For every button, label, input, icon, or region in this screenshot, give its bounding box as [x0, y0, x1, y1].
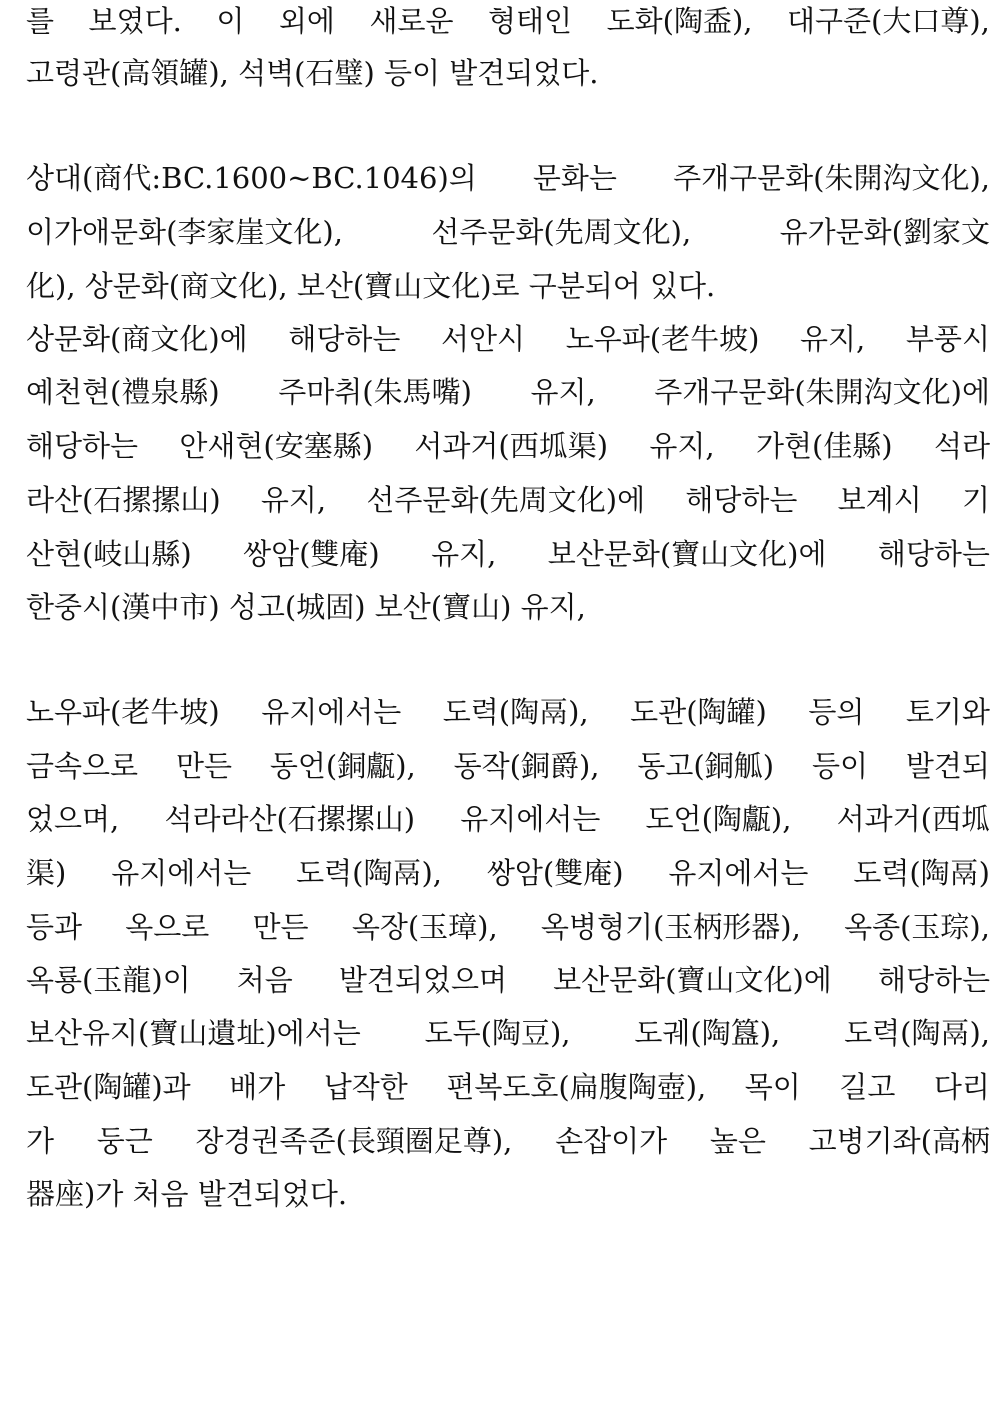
- text-line: [26, 1121, 990, 1161]
- word: 를: [26, 4, 55, 38]
- word: 기: [961, 483, 990, 517]
- word: 보산유지(寶山遺址)에서는: [26, 1016, 361, 1050]
- word: 고병기좌(高柄: [808, 1124, 990, 1158]
- word: 보였다.: [88, 4, 182, 38]
- text-line: 化), 상문화(商文化), 보산(寶山文化)로 구분되어 있다.: [26, 269, 716, 303]
- word: 외에: [278, 4, 335, 38]
- word: 동언(銅甗),: [269, 749, 416, 783]
- word: 손잡이가: [555, 1124, 668, 1158]
- word: 등과: [26, 910, 83, 944]
- word: 유지,: [431, 537, 497, 571]
- text-line: [26, 960, 990, 1000]
- word: 도화(陶盉),: [606, 4, 753, 38]
- text-line: [26, 692, 990, 732]
- word: 었으며,: [26, 802, 120, 836]
- word: 석라라산(石摞摞山): [164, 802, 416, 836]
- word: 처음: [236, 963, 293, 997]
- word: 渠): [26, 856, 67, 890]
- word: 쌍암(雙庵): [243, 537, 380, 571]
- word: 라산(石摞摞山): [26, 483, 221, 517]
- word: 옥룡(玉龍)이: [26, 963, 191, 997]
- text-line: [26, 907, 990, 947]
- word: 보계시: [837, 483, 922, 517]
- word: 해당하는: [877, 537, 990, 571]
- word: 유가문화(劉家文: [779, 215, 990, 249]
- word: 산현(岐山縣): [26, 537, 192, 571]
- word: 등이: [811, 749, 868, 783]
- word: 유지에서는: [460, 802, 601, 836]
- word: 이가애문화(李家崖文化),: [26, 215, 343, 249]
- word: 유지,: [530, 375, 596, 409]
- word: 해당하는: [685, 483, 798, 517]
- word: 대구준(大口尊),: [787, 4, 990, 38]
- word: 배가: [229, 1070, 286, 1104]
- word: 새로운: [369, 4, 454, 38]
- text-line: [26, 319, 990, 359]
- word: 보산문화(寶山文化)에: [547, 537, 827, 571]
- word: 서과거(西坬: [836, 802, 990, 836]
- word: 해당하는: [288, 322, 401, 356]
- word: 유지에서는: [261, 695, 402, 729]
- word: 옥으로: [125, 910, 210, 944]
- word: 주마취(朱馬嘴): [278, 375, 472, 409]
- text-line: [26, 746, 990, 786]
- text-line: [26, 853, 990, 893]
- word: 도력(陶鬲): [853, 856, 990, 890]
- text-line: [26, 534, 990, 574]
- word: 노우파(老牛坡): [26, 695, 220, 729]
- word: 도력(陶鬲),: [844, 1016, 990, 1050]
- word: 예천현(禮泉縣): [26, 375, 220, 409]
- word: 해당하는: [26, 429, 139, 463]
- word: 유지,: [800, 322, 866, 356]
- text-line: 한중시(漢中市) 성고(城固) 보산(寶山) 유지,: [26, 590, 586, 624]
- text-line: [26, 212, 990, 252]
- word: 편복도호(扁腹陶壺),: [446, 1070, 707, 1104]
- word: 옥병형기(玉柄形器),: [540, 910, 801, 944]
- word: 등의: [808, 695, 865, 729]
- word: 선주문화(先周文化),: [431, 215, 692, 249]
- word: 다리: [933, 1070, 990, 1104]
- word: 금속으로: [26, 749, 139, 783]
- word: 유지,: [260, 483, 327, 517]
- text-line: 器座)가 처음 발견되었다.: [26, 1177, 348, 1211]
- word: 도관(陶罐): [630, 695, 767, 729]
- word: 발견되었으며: [338, 963, 508, 997]
- word: 쌍암(雙庵): [486, 856, 624, 890]
- word: 이: [216, 4, 245, 38]
- word: 납작한: [323, 1070, 408, 1104]
- word: 도언(陶甗),: [645, 802, 792, 836]
- word: 옥종(玉琮),: [844, 910, 990, 944]
- text-line: [26, 158, 990, 198]
- word: 도력(陶鬲),: [442, 695, 589, 729]
- word: 형태인: [488, 4, 573, 38]
- text-line: 고령관(高領罐), 석벽(石璧) 등이 발견되었다.: [26, 56, 599, 90]
- word: 높은: [709, 1124, 766, 1158]
- word: 서과거(西坬渠): [414, 429, 609, 463]
- text-line: [26, 1, 990, 41]
- text-line: [26, 426, 990, 466]
- word: 유지에서는: [668, 856, 809, 890]
- word: 유지에서는: [111, 856, 252, 890]
- word: 장경권족준(長頸圈足尊),: [195, 1124, 513, 1158]
- text-line: [26, 1067, 990, 1107]
- word: 선주문화(先周文化)에: [366, 483, 646, 517]
- word: 토기와: [905, 695, 990, 729]
- word: 발견되: [905, 749, 990, 783]
- word: 가: [26, 1124, 55, 1158]
- word: 서안시: [441, 322, 526, 356]
- text-line: [26, 480, 990, 520]
- word: 안새현(安塞縣): [179, 429, 374, 463]
- word: 옥장(玉璋),: [351, 910, 498, 944]
- word: 문화는: [532, 161, 617, 195]
- word: 도궤(陶簋),: [634, 1016, 781, 1050]
- word: 주개구문화(朱開沟文化)에: [654, 375, 990, 409]
- text-line: [26, 1013, 990, 1053]
- word: 석라: [933, 429, 990, 463]
- word: 주개구문화(朱開沟文化),: [673, 161, 990, 195]
- word: 해당하는: [877, 963, 990, 997]
- word: 도두(陶豆),: [424, 1016, 571, 1050]
- word: 동고(銅觚): [637, 749, 775, 783]
- text-line: [26, 372, 990, 412]
- word: 상대(商代:BC.1600~BC.1046)의: [26, 161, 477, 195]
- word: 만든: [175, 749, 232, 783]
- word: 도관(陶罐)과: [26, 1070, 191, 1104]
- text-line: [26, 799, 990, 839]
- word: 동작(銅爵),: [453, 749, 600, 783]
- word: 길고: [839, 1070, 896, 1104]
- word: 만든: [252, 910, 309, 944]
- word: 도력(陶鬲),: [296, 856, 442, 890]
- word: 둥근: [96, 1124, 153, 1158]
- word: 가현(佳縣): [755, 429, 893, 463]
- word: 노우파(老牛坡): [565, 322, 760, 356]
- word: 목이: [744, 1070, 801, 1104]
- word: 보산문화(寶山文化)에: [553, 963, 832, 997]
- word: 유지,: [649, 429, 715, 463]
- word: 상문화(商文化)에: [26, 322, 248, 356]
- word: 부풍시: [905, 322, 990, 356]
